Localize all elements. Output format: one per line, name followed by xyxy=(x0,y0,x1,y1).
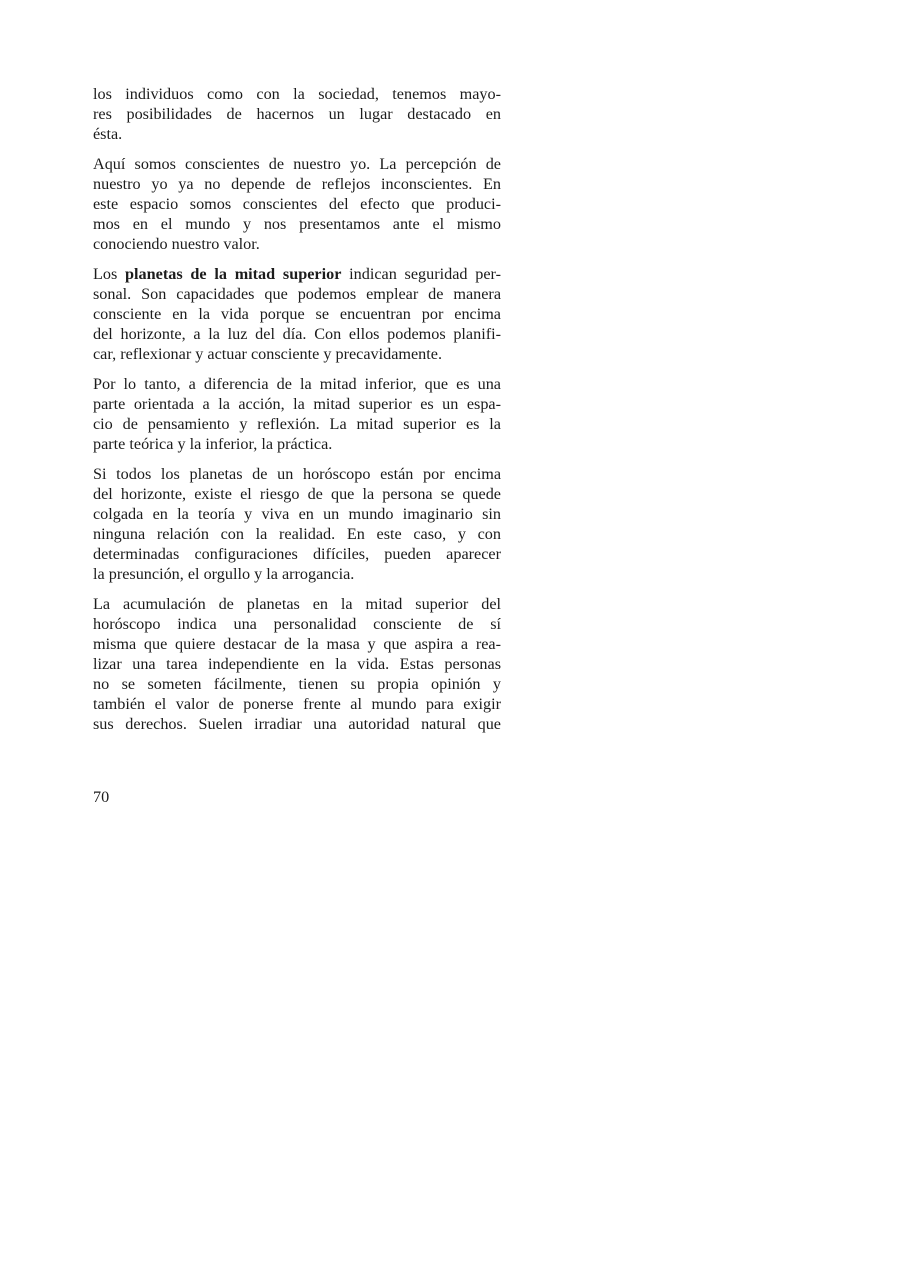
text-line: no se someten fácilmente, tienen su propia opinión y xyxy=(93,675,501,693)
text-line: conociendo nuestro valor. xyxy=(93,235,260,253)
paragraph-2 xyxy=(93,154,501,254)
text-line: Si todos los planetas de un horóscopo están por encima xyxy=(93,465,501,483)
text-line: parte orientada a la acción, la mitad superior es un espa- xyxy=(93,395,501,413)
text-segment: indican seguridad per- xyxy=(341,265,501,283)
text-line: La acumulación de planetas en la mitad superior del xyxy=(93,595,501,613)
text-line: res posibilidades de hacernos un lugar destacado en xyxy=(93,105,501,123)
text-line: sus derechos. Suelen irradiar una autoridad natural que xyxy=(93,715,501,733)
text-line: consciente en la vida porque se encuentran por encima xyxy=(93,305,501,323)
text-line: mos en el mundo y nos presentamos ante el mismo xyxy=(93,215,501,233)
text-line: ésta. xyxy=(93,125,123,143)
text-line: Aquí somos conscientes de nuestro yo. La percepción de xyxy=(93,155,501,173)
page-number: 70 xyxy=(93,788,110,806)
text-line: también el valor de ponerse frente al mundo para exigir xyxy=(93,695,501,713)
bold-term: planetas de la mitad superior xyxy=(125,265,342,283)
text-line: misma que quiere destacar de la masa y que aspira a rea- xyxy=(93,635,501,653)
text-line: parte teórica y la inferior, la práctica. xyxy=(93,435,333,453)
text-line: este espacio somos conscientes del efecto que produci- xyxy=(93,195,501,213)
text-line: sonal. Son capacidades que podemos emplear de manera xyxy=(93,285,501,303)
text-line: lizar una tarea independiente en la vida. Estas personas xyxy=(93,655,501,673)
text-line xyxy=(93,264,501,284)
paragraph-1 xyxy=(93,84,501,144)
text-line: los individuos como con la sociedad, tenemos mayo- xyxy=(93,85,501,103)
page-body xyxy=(93,84,501,744)
text-line: Por lo tanto, a diferencia de la mitad inferior, que es una xyxy=(93,375,501,393)
text-line: colgada en la teoría y viva en un mundo imaginario sin xyxy=(93,505,501,523)
text-line: nuestro yo ya no depende de reflejos inconscientes. En xyxy=(93,175,501,193)
text-line: del horizonte, existe el riesgo de que la persona se quede xyxy=(93,485,501,503)
text-line: la presunción, el orgullo y la arrogancia. xyxy=(93,565,355,583)
text-segment: Los xyxy=(93,265,126,283)
text-line: del horizonte, a la luz del día. Con ellos podemos planifi- xyxy=(93,325,501,343)
paragraph-3 xyxy=(93,264,501,364)
paragraph-4 xyxy=(93,374,501,454)
text-line: cio de pensamiento y reflexión. La mitad superior es la xyxy=(93,415,501,433)
paragraph-6 xyxy=(93,594,501,734)
paragraph-5 xyxy=(93,464,501,584)
text-line: horóscopo indica una personalidad consciente de sí xyxy=(93,615,501,633)
text-line: determinadas configuraciones difíciles, pueden aparecer xyxy=(93,545,501,563)
text-line: car, reflexionar y actuar consciente y precavidamente. xyxy=(93,345,442,363)
text-line: ninguna relación con la realidad. En este caso, y con xyxy=(93,525,501,543)
